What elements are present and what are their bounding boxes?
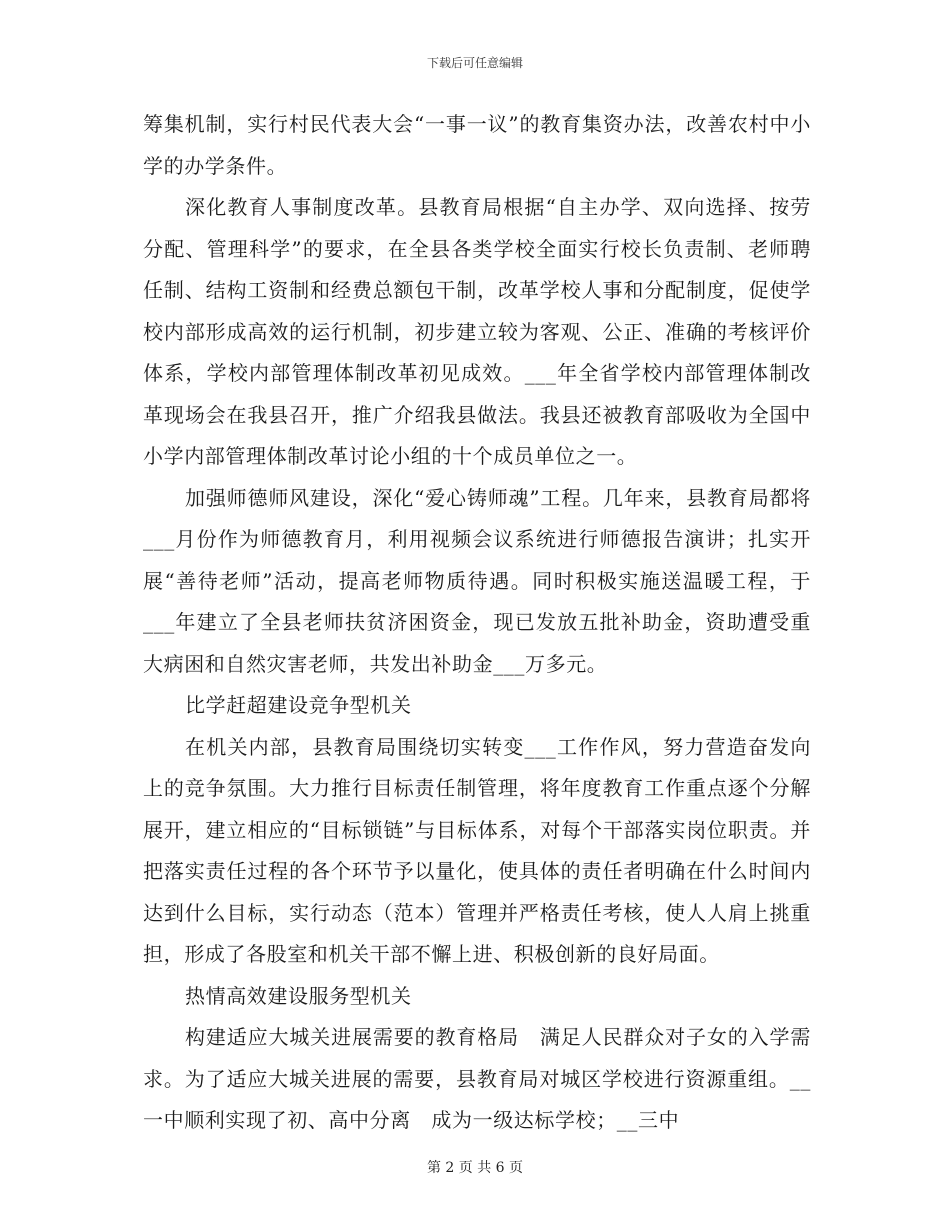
paragraph-1: 筹集机制，实行村民代表大会“一事一议”的教育集资办法，改善农村中小学的办学条件。: [143, 112, 811, 178]
page-header: 下载后可任意编辑: [426, 56, 523, 70]
document-body: [143, 104, 811, 1142]
paragraph-4: 在机关内部，县教育局围绕切实转变___工作作风，努力营造奋发向上的竞争氛围。大力推行目标责任制管理，将年度教育工作重点逐个分解展开，建立相应的“目标锁链”与目标体系，对每个干部落实岗位职责。并把落实责任过程的各个环节予以量化，使具体的责任者明确在什么时间内达到什么目标，实行动态（范本）管理并严格责任考核，使人人肩上挑重担，形成了各股室和机关干部不懈上进、积极创新的良好局面。: [143, 734, 811, 966]
section-heading-service: 热情高效建设服务型机关: [185, 983, 412, 1008]
paragraph-3: 加强师德师风建设，深化“爱心铸师魂”工程。几年来，县教育局都将___月份作为师德教育月，利用视频会议系统进行师德报告演讲；扎实开展“善待老师”活动，提高老师物质待遇。同时积极实施送温暖工程，于___年建立了全县老师扶贫济困资金，现已发放五批补助金，资助遭受重大病困和自然灾害老师，共发出补助金___万多元。: [143, 485, 811, 676]
page-number-footer: 第 2 页 共 6 页: [426, 1160, 524, 1176]
paragraph-2: 深化教育人事制度改革。县教育局根据“自主办学、双向选择、按劳分配、管理科学”的要求，在全县各类学校全面实行校长负责制、老师聘任制、结构工资制和经费总额包干制，改革学校人事和分配制度，促使学校内部形成高效的运行机制，初步建立较为客观、公正、准确的考核评价体系，学校内部管理体制改革初见成效。___年全省学校内部管理体制改革现场会在我县召开，推广介绍我县做法。我县还被教育部吸收为全国中小学内部管理体制改革讨论小组的十个成员单位之一。: [143, 195, 811, 468]
paragraph-5: 构建适应大城关进展需要的教育格局 满足人民群众对子女的入学需求。为了适应大城关进展的需要，县教育局对城区学校进行资源重组。__一中顺利实现了初、高中分离 成为一级达标学校；__三中: [143, 1025, 811, 1132]
section-heading-competitive: 比学赶超建设竞争型机关: [185, 693, 412, 717]
